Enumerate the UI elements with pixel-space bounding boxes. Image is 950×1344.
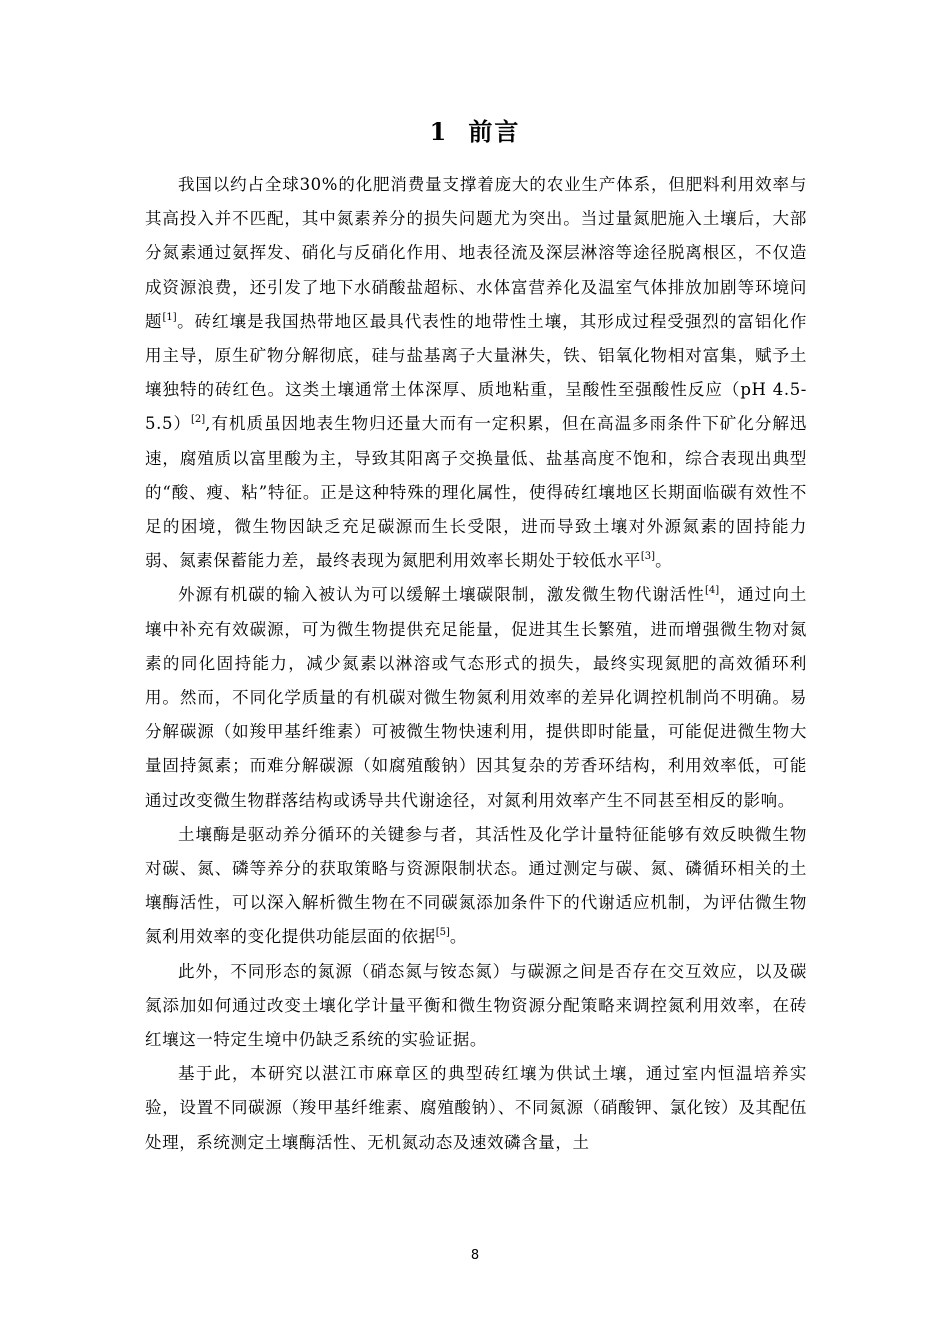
paragraph bbox=[145, 578, 807, 817]
paragraph-text: 基于此，本研究以湛江市麻章区的典型砖红壤为供试土壤，通过室内恒温培养实验，设置不同碳源（羧甲基纤维素、腐殖酸钠）、不同氮源（硝酸钾、氯化铵）及其配伍处理，系统测定土壤酶活性、无机氮动态及速效磷含量，土 bbox=[145, 1064, 807, 1152]
body-text bbox=[145, 168, 807, 1160]
citation-ref: [3] bbox=[640, 551, 656, 563]
paragraph-text: 我国以约占全球30%的化肥消费量支撑着庞大的农业生产体系，但肥料利用效率与其高投入并不匹配，其中氮素养分的损失问题尤为突出。当过量氮肥施入土壤后，大部分氮素通过氨挥发、硝化与反硝化作用、地表径流及深层淋溶等途径脱离根区，不仅造成资源浪费，还引发了地下水硝酸盐超标、水体富营养化及温室气体排放加剧等环境问题 bbox=[145, 175, 807, 331]
citation-ref: [4] bbox=[705, 585, 720, 597]
paragraph bbox=[145, 818, 807, 955]
section-heading bbox=[0, 114, 950, 150]
citation-ref: [2] bbox=[191, 414, 206, 426]
paragraph-text: 。 bbox=[449, 927, 467, 947]
paragraph-text: 土壤酶是驱动养分循环的关键参与者，其活性及化学计量特征能够有效反映微生物对碳、氮、磷等养分的获取策略与资源限制状态。通过测定与碳、氮、磷循环相关的土壤酶活性，可以深入解析微生物在不同碳氮添加条件下的代谢适应机制，为评估微生物氮利用效率的变化提供功能层面的依据 bbox=[145, 824, 807, 947]
citation-ref: [1] bbox=[162, 311, 177, 323]
paragraph-text: 外源有机碳的输入被认为可以缓解土壤碳限制，激发微生物代谢活性 bbox=[178, 585, 705, 605]
section-title: 前言 bbox=[468, 117, 521, 146]
paragraph-text: 。 bbox=[655, 551, 673, 571]
paragraph bbox=[145, 168, 807, 578]
paragraph-text: 。砖红壤是我国热带地区最具代表性的地带性土壤，其形成过程受强烈的富铝化作用主导，原生矿物分解彻底，硅与盐基离子大量淋失，铁、铝氧化物相对富集，赋予土壤独特的砖红色。这类土壤通常土体深厚、质地粘重，呈酸性至强酸性反应（pH 4.5-5.5） bbox=[145, 311, 807, 434]
paragraph-text: 此外，不同形态的氮源（硝态氮与铵态氮）与碳源之间是否存在交互效应，以及碳氮添加如何通过改变土壤化学计量平衡和微生物资源分配策略来调控氮利用效率，在砖红壤这一特定生境中仍缺乏系统的实验证据。 bbox=[145, 961, 807, 1050]
paragraph-text: ,有机质虽因地表生物归还量大而有一定积累，但在高温多雨条件下矿化分解迅速，腐殖质以富里酸为主，导致其阳离子交换量低、盐基高度不饱和，综合表现出典型的“酸、瘦、粘”特征。正是这种特殊的理化属性，使得砖红壤地区长期面临碳有效性不足的困境，微生物因缺乏充足碳源而生长受限，进而导致土壤对外源氮素的固持能力弱、氮素保蓄能力差，最终表现为氮肥利用效率长期处于较低水平 bbox=[145, 414, 807, 571]
paragraph bbox=[145, 1057, 807, 1160]
citation-ref: [5] bbox=[435, 927, 450, 939]
section-number: 1 bbox=[429, 117, 449, 146]
paragraph bbox=[145, 955, 807, 1058]
paragraph-text: ，通过向土壤中补充有效碳源，可为微生物提供充足能量，促进其生长繁殖，进而增强微生物对氮素的同化固持能力，减少氮素以淋溶或气态形式的损失，最终实现氮肥的高效循环利用。然而，不同化学质量的有机碳对微生物氮利用效率的差异化调控机制尚不明确。易分解碳源（如羧甲基纤维素）可被微生物快速利用，提供即时能量，可能促进微生物大量固持氮素；而难分解碳源（如腐殖酸钠）因其复杂的芳香环结构，利用效率低，可能通过改变微生物群落结构或诱导共代谢途径，对氮利用效率产生不同甚至相反的影响。 bbox=[145, 585, 808, 810]
page-number: 8 bbox=[470, 1248, 480, 1263]
